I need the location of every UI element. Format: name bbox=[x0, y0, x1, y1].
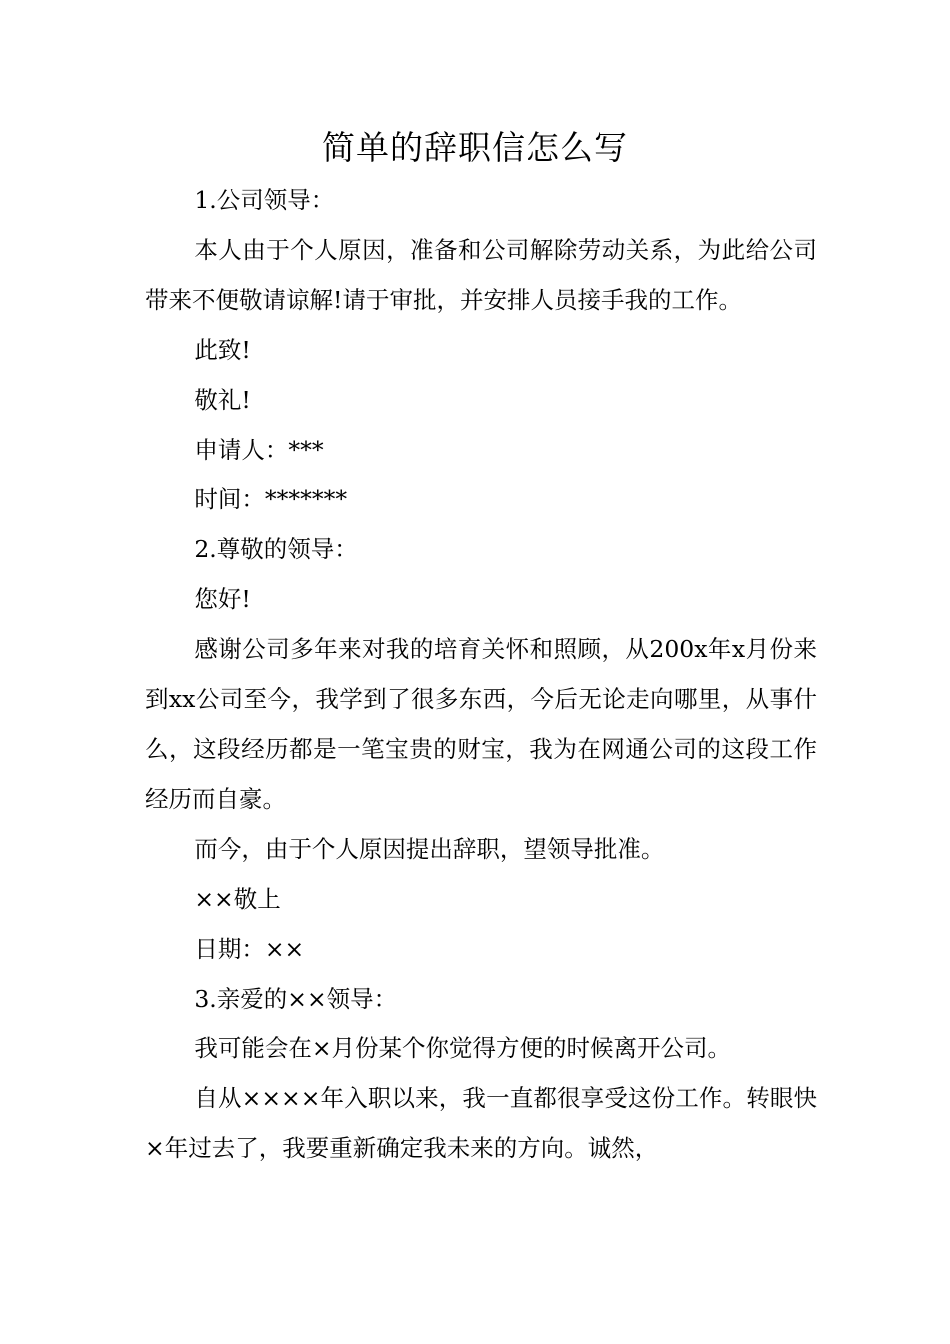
paragraph-2-heading: 2.尊敬的领导： bbox=[194, 535, 358, 564]
date-line: 日期：×× bbox=[194, 934, 305, 963]
paragraph: 感谢公司多年来对我的培育关怀和照顾，从200x年x月份来到xx公司至今，我学到了很多东西，今后无论走向哪里，从事什么，这段经历都是一笔宝贵的财宝，我为在网通公司的这段工作经历而自豪。 bbox=[145, 635, 817, 813]
document-title: 简单的辞职信怎么写 bbox=[322, 128, 628, 167]
paragraph: 自从××××年入职以来，我一直都很享受这份工作。转眼快×年过去了，我要重新确定我未来的方向。诚然， bbox=[145, 1084, 817, 1163]
paragraph-1-heading: 1.公司领导： bbox=[194, 186, 335, 214]
paragraph: 而今，由于个人原因提出辞职，望领导批准。 bbox=[194, 834, 665, 863]
paragraph: 此致! bbox=[194, 335, 251, 364]
paragraph-3-heading: 3.亲爱的××领导： bbox=[194, 984, 398, 1013]
document-body bbox=[145, 176, 817, 1174]
signature-line: ××敬上 bbox=[194, 884, 281, 913]
paragraph: 本人由于个人原因，准备和公司解除劳动关系，为此给公司带来不便敬请谅解!请于审批，并安排人员接手我的工作。 bbox=[145, 235, 817, 314]
date-line: 时间：******* bbox=[194, 485, 348, 514]
paragraph: 我可能会在×月份某个你觉得方便的时候离开公司。 bbox=[194, 1034, 732, 1063]
paragraph: 您好! bbox=[194, 585, 251, 614]
applicant-line: 申请人：*** bbox=[194, 435, 324, 464]
paragraph: 敬礼! bbox=[194, 385, 251, 414]
